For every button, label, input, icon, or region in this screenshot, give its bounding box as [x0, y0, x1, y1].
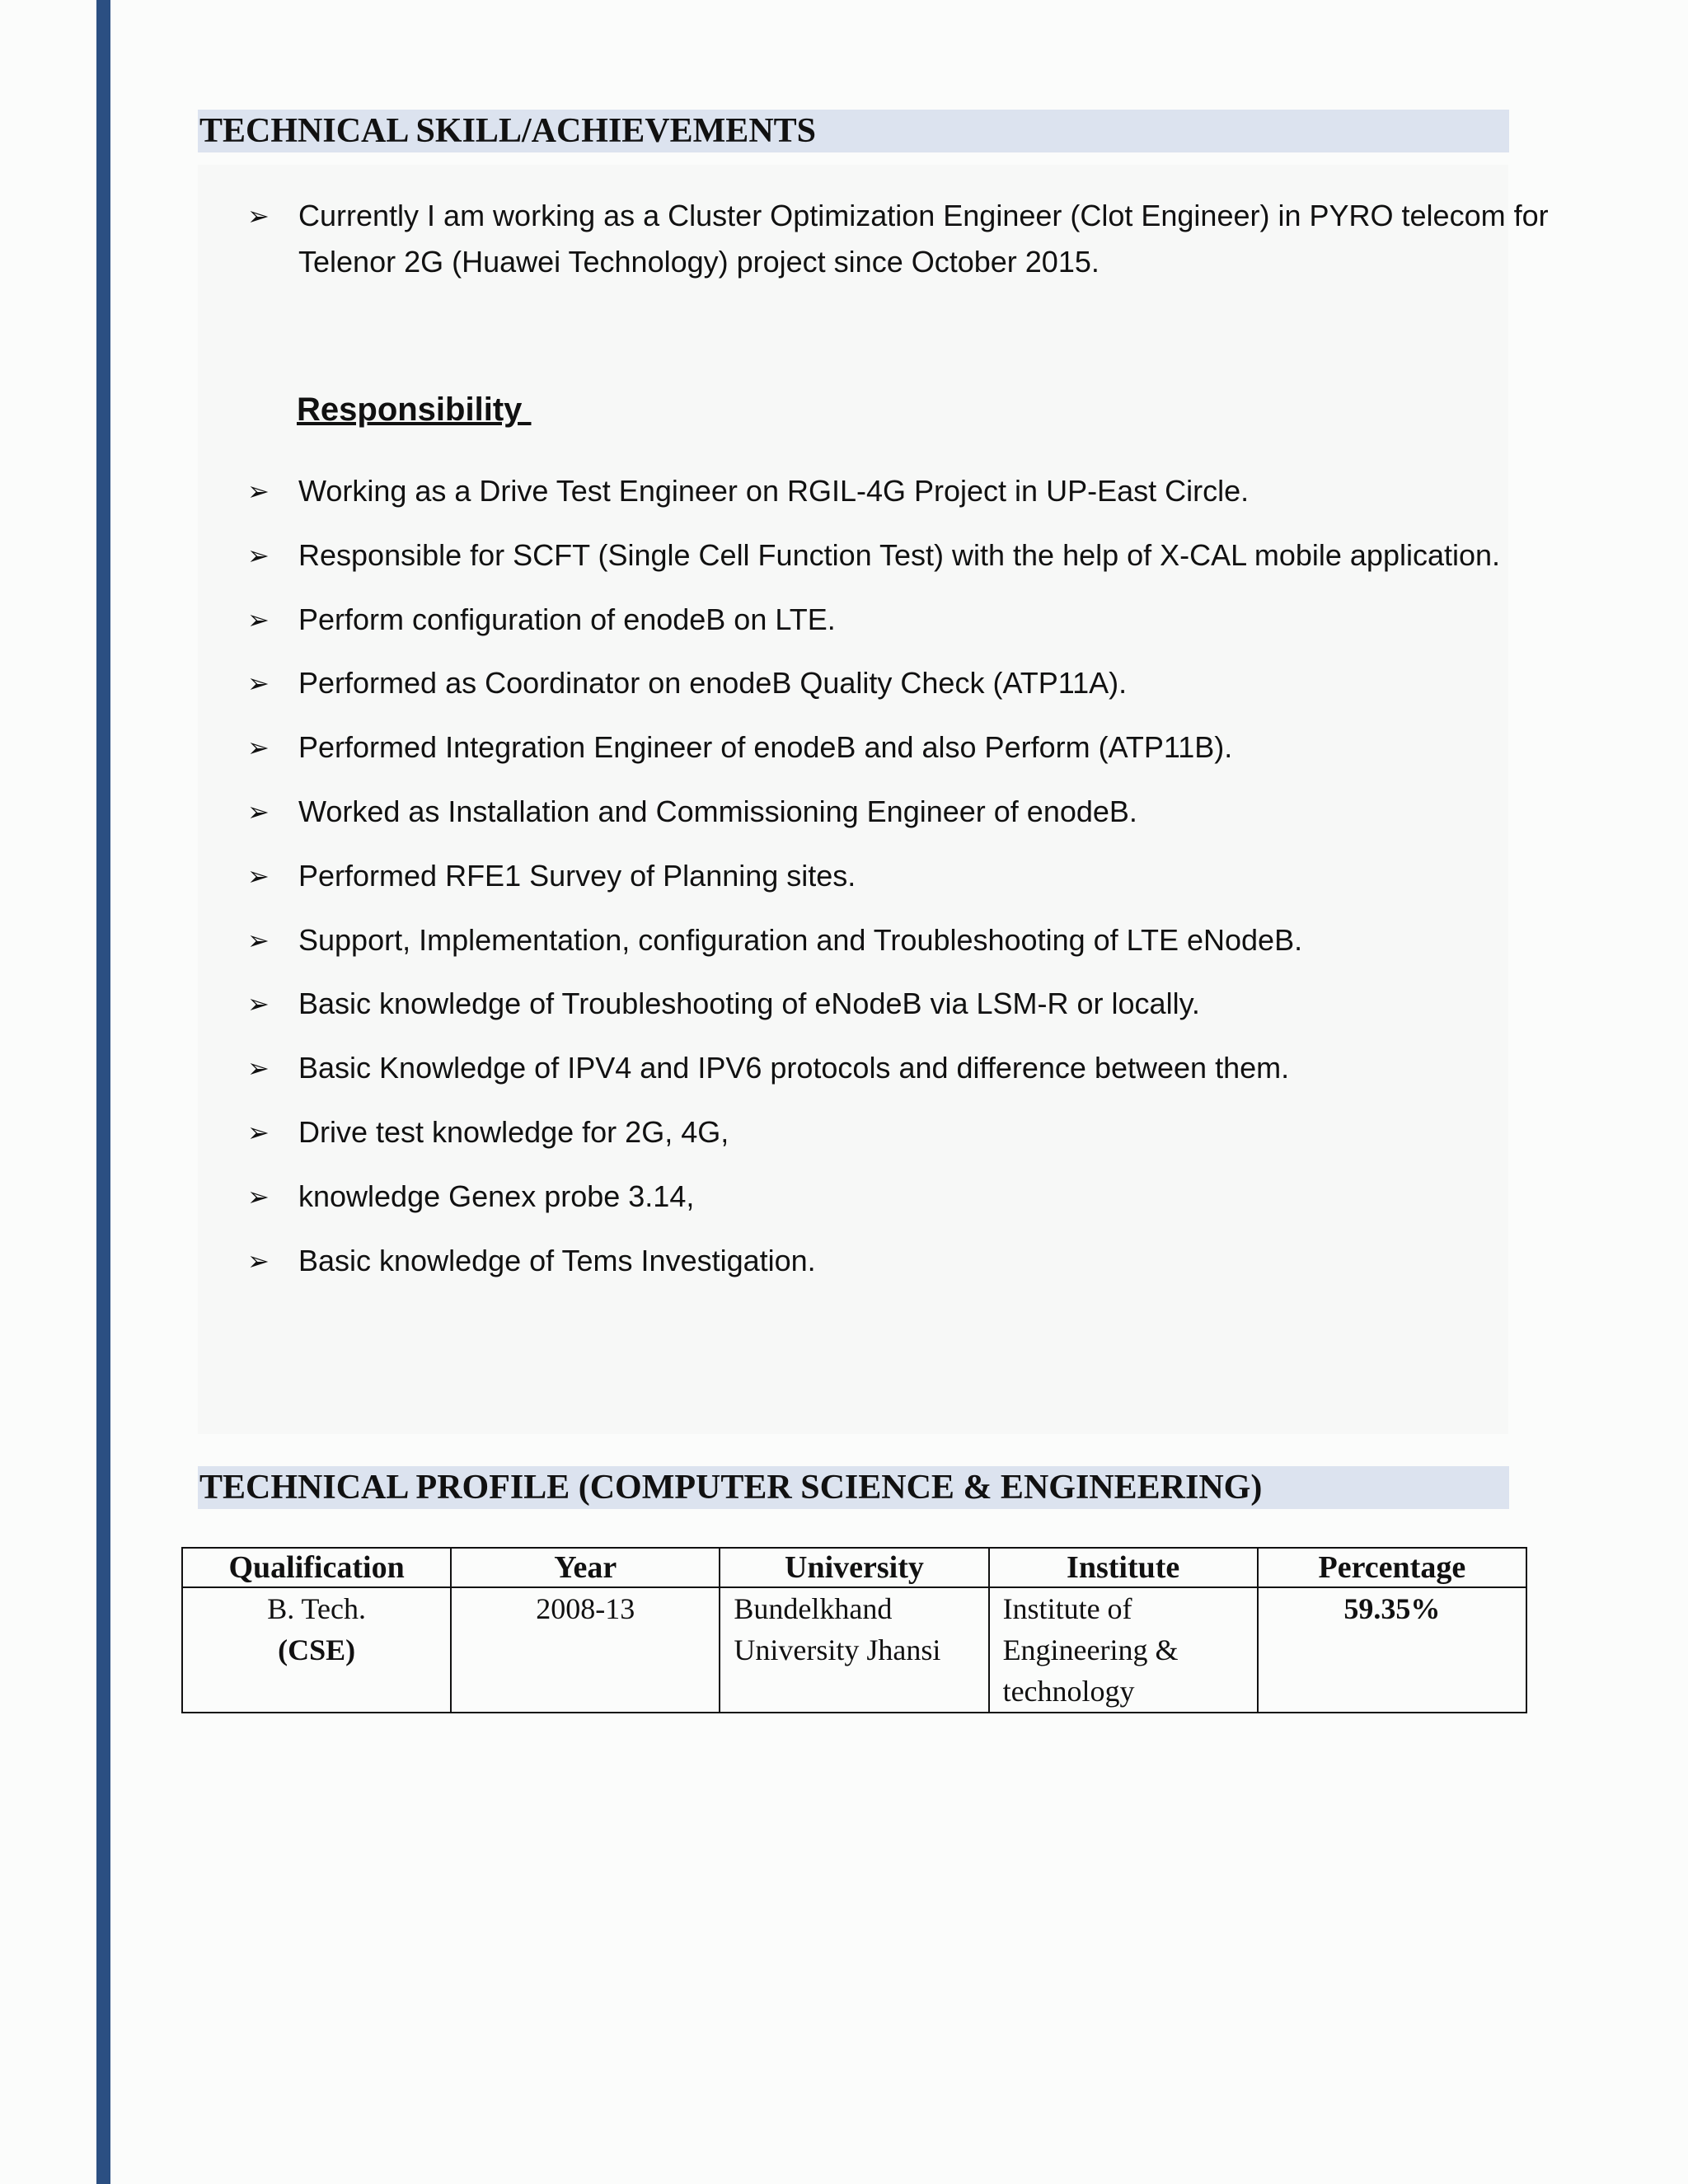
table-row [182, 1587, 1526, 1713]
column-header-percentage: Percentage [1258, 1548, 1526, 1587]
arrow-bullet-icon: ➢ [247, 732, 270, 764]
list-item-text: Perform configuration of enodeB on LTE. [298, 602, 836, 636]
list-item [247, 660, 1500, 706]
list-item [247, 597, 1500, 643]
list-item-text: Performed RFE1 Survey of Planning sites. [298, 858, 856, 893]
responsibility-heading: Responsibility [297, 391, 532, 428]
list-item [247, 789, 1500, 835]
column-header-year: Year [451, 1548, 720, 1587]
arrow-bullet-icon: ➢ [247, 1052, 270, 1085]
qualification-cell [182, 1587, 451, 1713]
list-item [247, 1045, 1500, 1091]
list-item [247, 468, 1500, 514]
arrow-bullet-icon: ➢ [247, 1180, 270, 1212]
list-item-text: knowledge Genex probe 3.14, [298, 1179, 695, 1213]
column-header-institute: Institute [989, 1548, 1258, 1587]
list-item [247, 853, 1500, 899]
list-item-text: Performed Integration Engineer of enodeB and also Perform (ATP11B). [298, 730, 1233, 765]
list-item-text: Working as a Drive Test Engineer on RGIL-4G Project in UP-East Circle. [298, 474, 1250, 508]
list-item-text: Support, Implementation, configuration and Troubleshooting of LTE eNodeB. [298, 922, 1303, 957]
list-item [247, 193, 1564, 285]
arrow-bullet-icon: ➢ [247, 860, 270, 892]
arrow-bullet-icon: ➢ [247, 988, 270, 1020]
arrow-bullet-icon: ➢ [247, 1116, 270, 1148]
arrow-bullet-icon: ➢ [247, 476, 270, 507]
list-item [247, 1109, 1500, 1155]
university-cell: Bundelkhand University Jhansi [720, 1587, 988, 1713]
intro-list [247, 193, 1564, 285]
list-item [247, 724, 1500, 771]
skills-section-heading: TECHNICAL SKILL/ACHIEVEMENTS [198, 110, 1509, 152]
profile-section-heading: TECHNICAL PROFILE (COMPUTER SCIENCE & ENGINEERING) [198, 1466, 1509, 1509]
list-item-text: Currently I am working as a Cluster Optimization Engineer (Clot Engineer) in PYRO telecom for Telenor 2G (Huawei Technology) project since October 2015. [298, 199, 1549, 279]
qualification-degree: B. Tech. [267, 1592, 366, 1625]
percentage-cell: 59.35% [1258, 1587, 1526, 1713]
list-item-text: Drive test knowledge for 2G, 4G, [298, 1114, 729, 1149]
responsibility-list [247, 468, 1500, 1301]
list-item-text: Basic Knowledge of IPV4 and IPV6 protocols and difference between them. [298, 1051, 1290, 1085]
arrow-bullet-icon: ➢ [247, 539, 270, 571]
list-item-text: Responsible for SCFT (Single Cell Function Test) with the help of X-CAL mobile application. [298, 537, 1501, 572]
list-item-text: Basic knowledge of Tems Investigation. [298, 1243, 816, 1277]
arrow-bullet-icon: ➢ [247, 795, 270, 827]
arrow-bullet-icon: ➢ [247, 1244, 270, 1277]
institute-cell: Institute of Engineering & technology [989, 1587, 1258, 1713]
year-cell: 2008-13 [451, 1587, 720, 1713]
education-table [181, 1547, 1527, 1713]
list-item [247, 1238, 1500, 1284]
column-header-qualification: Qualification [182, 1548, 451, 1587]
list-item [247, 917, 1500, 963]
list-item-text: Performed as Coordinator on enodeB Quality Check (ATP11A). [298, 666, 1128, 701]
column-header-university: University [720, 1548, 988, 1587]
list-item-text: Worked as Installation and Commissioning Engineer of enodeB. [298, 794, 1137, 828]
list-item [247, 532, 1500, 579]
arrow-bullet-icon: ➢ [247, 924, 270, 956]
table-header-row [182, 1548, 1526, 1587]
list-item-text: Basic knowledge of Troubleshooting of eNodeB via LSM-R or locally. [298, 987, 1200, 1021]
arrow-bullet-icon: ➢ [247, 603, 270, 635]
list-item [247, 1174, 1500, 1220]
left-accent-bar [96, 0, 110, 2184]
arrow-bullet-icon: ➢ [247, 200, 270, 232]
arrow-bullet-icon: ➢ [247, 668, 270, 700]
qualification-branch: (CSE) [278, 1633, 356, 1666]
list-item [247, 981, 1500, 1027]
